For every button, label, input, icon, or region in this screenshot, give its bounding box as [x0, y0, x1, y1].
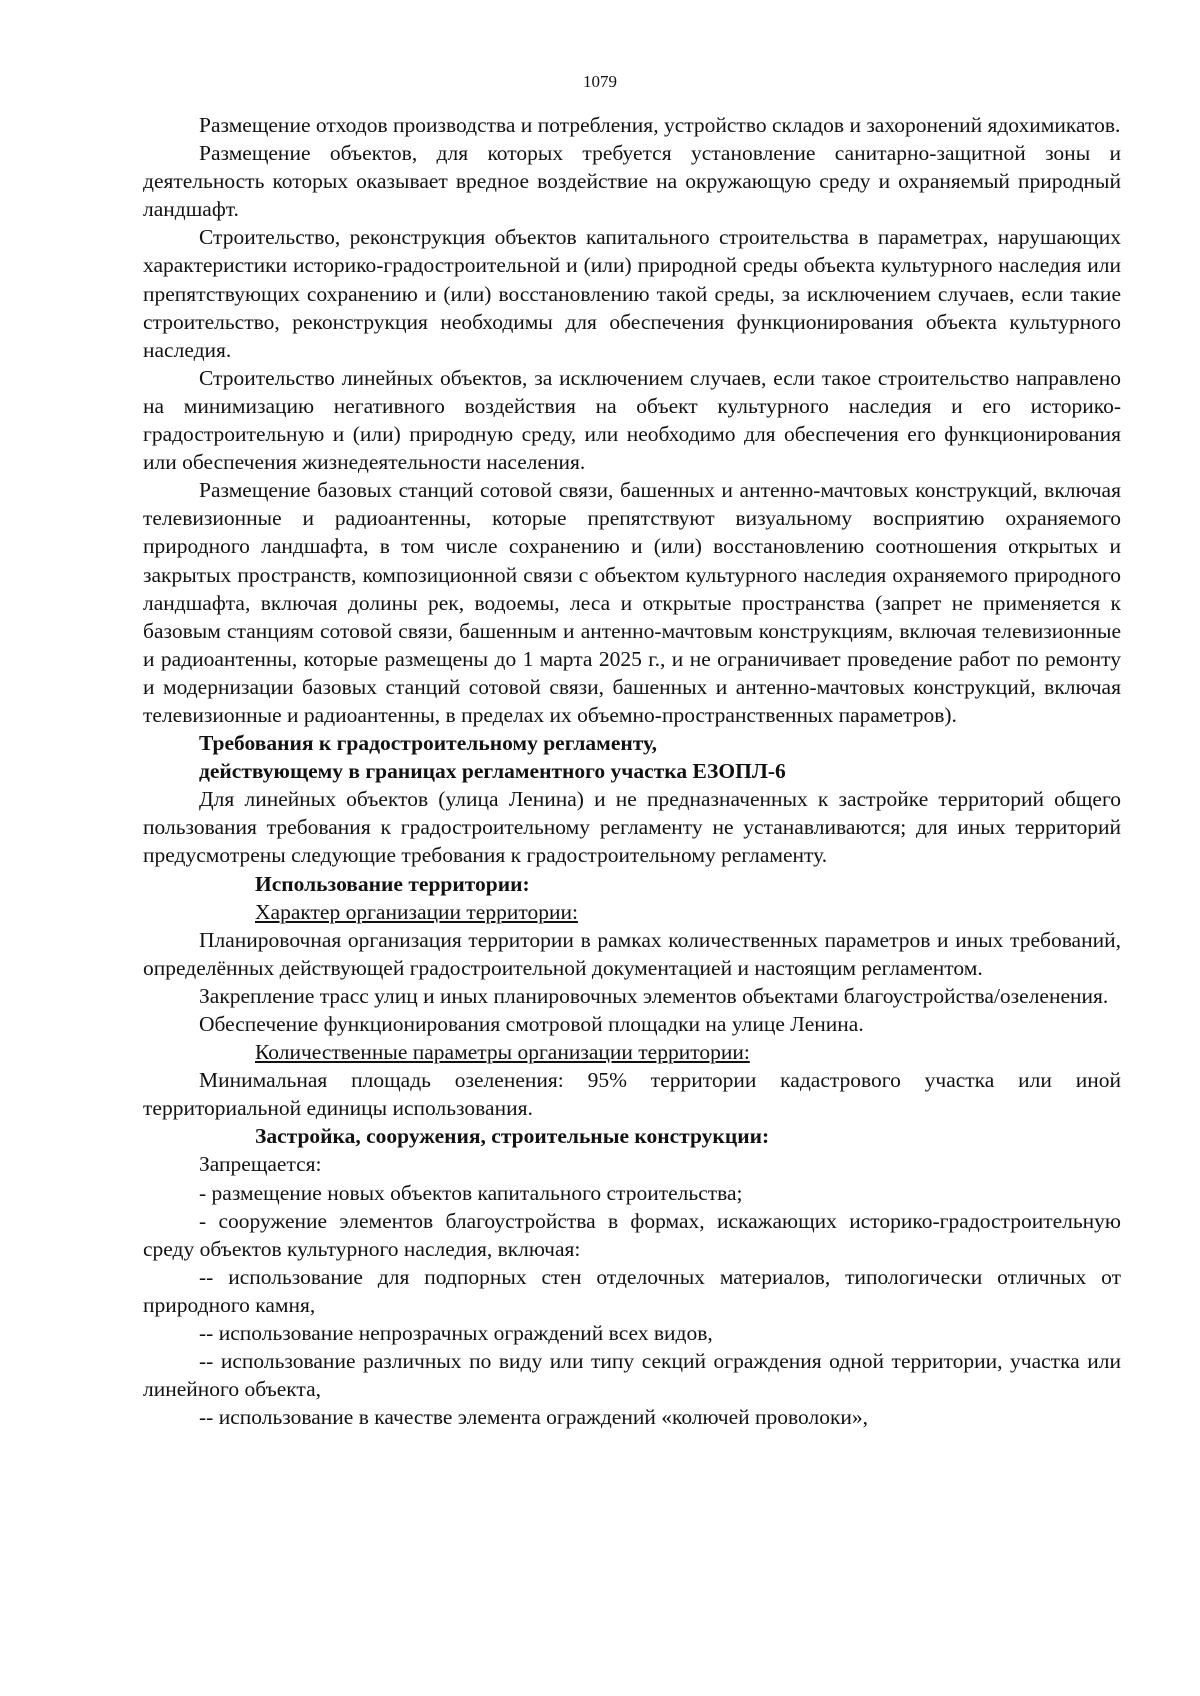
paragraph-greening: Минимальная площадь озеленения: 95% территории кадастрового участка или иной территориальной единицы использования.	[143, 1068, 1121, 1121]
paragraph-sanitary-zone: Размещение объектов, для которых требуется установление санитарно-защитной зоны и деятельность которых оказывает вредное воздействие на окружающую среду и охраняемый природный ландшафт.	[143, 141, 1121, 222]
list-item: -- использование в качестве элемента ограждений «колючей проволоки»,	[199, 1405, 869, 1430]
page-number: 1079	[583, 72, 617, 91]
paragraph-viewing-platform: Обеспечение функционирования смотровой площадки на улице Ленина.	[199, 1012, 864, 1036]
list-item: -- использование различных по виду или типу секций ограждения одной территории, участка или линейного объекта,	[143, 1349, 1121, 1402]
regulation-heading-line-2: действующему в границах регламентного участка ЕЗОПЛ-6	[199, 759, 786, 784]
section-title-buildings: Застройка, сооружения, строительные конструкции:	[255, 1124, 770, 1149]
paragraph-construction-reconstruction: Строительство, реконструкция объектов капитального строительства в параметрах, нарушающих характеристики историко-градостроительной и (или) природной среды объекта культурного наследия или препятствующих сохранению и (или) восстановлению такой среды, за исключением случаев, если такие строительство, реконструкция необходимы для обеспечения функционирования объекта культурного наследия.	[143, 225, 1121, 362]
list-item: -- использование для подпорных стен отделочных материалов, типологически отличных от природного камня,	[143, 1264, 1121, 1317]
section-title-territory-use: Использование территории:	[255, 871, 530, 896]
paragraph-waste-placement: Размещение отходов производства и потребления, устройство складов и захоронений ядохимикатов.	[199, 113, 1121, 137]
paragraph-cellular-stations: Размещение базовых станций сотовой связи, башенных и антенно-мачтовых конструкций, включая телевизионные и радиоантенны, которые препятствуют визуальному восприятию охраняемого природного ландшафта, в том числе сохранению и (или) восстановлению соотношения открытых и закрытых пространств, композиционной связи с объектом культурного наследия охраняемого природного ландшафта, включая долины рек, водоемы, леса и открытые пространства (запрет не применяется к базовым станциям сотовой связи, башенным и антенно-мачтовым конструкциям, включая телевизионные и радиоантенны, которые размещены до 1 марта 2025 г., и не ограничивает проведение работ по ремонту и модернизации базовых станций сотовой связи, башенных и антенно-мачтовых конструкций, включая телевизионные и радиоантенны, в пределах их объемно-пространственных параметров).	[143, 478, 1121, 727]
paragraph-linear-objects: Строительство линейных объектов, за исключением случаев, если такое строительство направлено на минимизацию негативного воздействия на объект культурного наследия и его историко-градостроительную и (или) природную среду, или необходимо для обеспечения его функционирования или обеспечения жизнедеятельности населения.	[143, 365, 1121, 475]
paragraph-planning: Планировочная организация территории в рамках количественных параметров и иных требований, определённых действующей градостроительной документацией и настоящим регламентом.	[143, 927, 1121, 980]
paragraph-intro: Для линейных объектов (улица Ленина) и не предназначенных к застройке территорий общего пользования требования к градостроительному регламенту не устанавливаются; для иных территорий предусмотрены следующие требования к градостроительному регламенту.	[143, 787, 1121, 868]
list-item: - сооружение элементов благоустройства в формах, искажающих историко-градостроительную среду объектов культурного наследия, включая:	[143, 1208, 1121, 1261]
list-item: -- использование непрозрачных ограждений всех видов,	[199, 1321, 713, 1346]
list-item: - размещение новых объектов капитального строительства;	[199, 1180, 743, 1205]
regulation-heading-line-1: Требования к градостроительному регламенту,	[199, 731, 658, 756]
prohibited-label: Запрещается:	[199, 1152, 322, 1177]
document-body	[143, 111, 1121, 1431]
subsection-character: Характер организации территории:	[255, 899, 578, 924]
paragraph-street-routes: Закрепление трасс улиц и иных планировочных элементов объектами благоустройства/озеленения.	[199, 983, 1109, 1008]
subsection-quantity: Количественные параметры организации территории:	[255, 1040, 750, 1065]
